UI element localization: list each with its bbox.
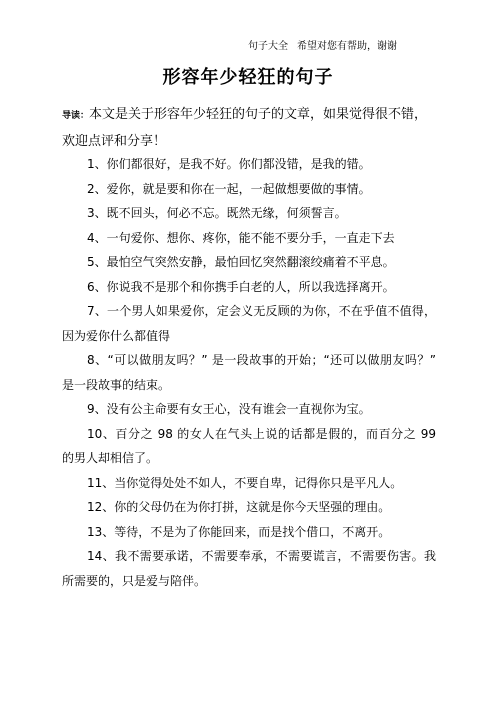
list-item: 8、“可以做朋友吗？” 是一段故事的开始；“还可以做朋友吗？” 是一段故事的结束。 — [62, 353, 436, 392]
page-header — [248, 40, 397, 54]
list-item: 6、你说我不是那个和你携手白老的人，所以我选择离开。 — [87, 279, 395, 294]
list-item: 1、你们都很好，是我不好。你们都没错，是我的错。 — [87, 157, 371, 171]
header-site-name: 句子大全 — [248, 41, 288, 52]
list-item: 7、一个男人如果爱你，定会义无反顾的为你，不在乎值不值得，因为爱你什么都值得 — [62, 304, 436, 343]
list-item: 3、既不回头，何必不忘。既然无缘，何须誓言。 — [87, 206, 347, 220]
sentence-list — [62, 152, 436, 593]
header-slogan: 希望对您有帮助，谢谢 — [297, 41, 397, 52]
document-title: 形容年少轻狂的句子 — [162, 67, 334, 88]
list-item: 10、百分之 98 的女人在气头上说的话都是假的，而百分之 99 的男人却相信了。 — [62, 426, 436, 465]
intro-label: 导读： — [62, 111, 90, 121]
list-item: 13、等待，不是为了你能回来，而是找个借口，不离开。 — [87, 524, 391, 539]
list-item: 2、爱你，就是要和你在一起，一起做想要做的事情。 — [87, 181, 371, 196]
list-item: 11、当你觉得处处不如人，不要自卑，记得你只是平凡人。 — [87, 475, 403, 490]
intro-paragraph — [62, 102, 434, 155]
list-item: 9、没有公主命要有女王心，没有谁会一直视你为宝。 — [87, 402, 371, 416]
list-item: 14、我不需要承诺，不需要奉承，不需要谎言，不需要伤害。我所需要的，只是爱与陪伴。 — [62, 549, 436, 588]
list-item: 4、一句爱你、想你、疼你，能不能不要分手，一直走下去 — [87, 230, 395, 245]
list-item: 5、最怕空气突然安静，最怕回忆突然翻滚绞痛着不平息。 — [87, 255, 395, 269]
list-item: 12、你的父母仍在为你打拼，这就是你今天坚强的理由。 — [87, 500, 391, 514]
intro-text: 本文是关于形容年少轻狂的句子的文章，如果觉得很不错，欢迎点评和分享！ — [62, 107, 428, 149]
